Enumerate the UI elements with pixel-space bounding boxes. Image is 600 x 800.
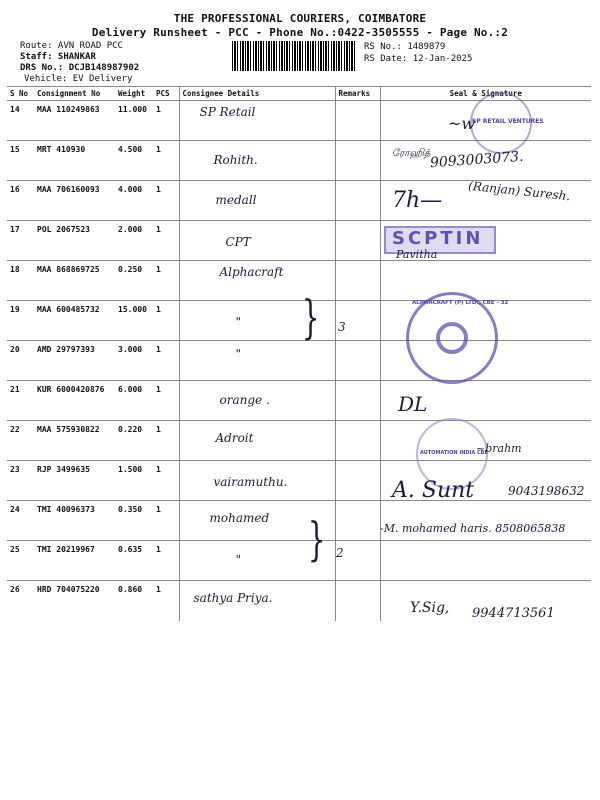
consignee-cell [179, 101, 335, 141]
weight-cell: 3.000 [115, 341, 153, 381]
consignment-cell: MAA 575930822 [34, 421, 115, 461]
consignee-handwriting: " [235, 315, 242, 329]
remarks-cell [335, 581, 380, 621]
consignment-cell: MAA 868869725 [34, 261, 115, 301]
sno-cell: 24 [7, 501, 34, 541]
col-consignee: Consignee Details [179, 87, 335, 101]
consignee-handwriting: " [235, 553, 242, 567]
remarks-cell [335, 501, 380, 541]
pcs-cell: 1 [153, 341, 179, 381]
pcs-cell: 1 [153, 261, 179, 301]
runsheet-title: Delivery Runsheet - PCC - Phone No.:0422-3505555 - Page No.:2 [91, 26, 509, 39]
sno-cell: 23 [7, 461, 34, 501]
consignee-handwriting: CPT [225, 235, 251, 249]
consignee-handwriting: sathya Priya. [193, 591, 273, 605]
table-row [7, 261, 591, 301]
weight-cell: 1.500 [115, 461, 153, 501]
table-row [7, 221, 591, 261]
group-brace-19-20: } [301, 290, 320, 344]
sno-cell: 25 [7, 541, 34, 581]
weight-cell: 11.000 [115, 101, 153, 141]
sno-cell: 16 [7, 181, 34, 221]
table-row [7, 541, 591, 581]
weight-cell: 0.350 [115, 501, 153, 541]
alphacraft-stamp-text: ALPHACRAFT (P) LTD., CBE - 32 [412, 300, 509, 306]
consignment-cell: RJP 3499635 [34, 461, 115, 501]
sno-cell: 20 [7, 341, 34, 381]
remarks-cell [335, 261, 380, 301]
sno-cell: 15 [7, 141, 34, 181]
signature-24: -M. mohamed haris. 8508065838 [380, 522, 566, 535]
pcs-cell: 1 [153, 461, 179, 501]
consignee-cell [179, 461, 335, 501]
signature-26-phone: 9944713561 [472, 606, 555, 621]
consignee-handwriting: medall [215, 193, 257, 207]
col-consignment: Consignment No [34, 87, 115, 101]
remarks-cell [335, 181, 380, 221]
col-seal: Seal & Signature [380, 87, 591, 101]
pcs-cell: 1 [153, 541, 179, 581]
route-label: Route: AVN ROAD PCC [20, 41, 123, 51]
consignment-cell: AMD 29797393 [34, 341, 115, 381]
sno-cell: 18 [7, 261, 34, 301]
alphacraft-logo-icon [436, 322, 468, 354]
weight-cell: 2.000 [115, 221, 153, 261]
sno-cell: 14 [7, 101, 34, 141]
consignment-cell: MRT 410930 [34, 141, 115, 181]
remarks-cell [335, 461, 380, 501]
weight-cell: 0.635 [115, 541, 153, 581]
signature-15-tamil: ரோஹித் [392, 148, 431, 159]
table-row [7, 301, 591, 341]
staff-label: Staff: SHANKAR [20, 52, 96, 62]
barcode [232, 41, 356, 71]
sno-cell: 26 [10, 585, 20, 594]
consignee-cell [179, 341, 335, 381]
cpt-stamp-text: SCPTIN [392, 228, 484, 249]
pcs-cell: 1 [153, 501, 179, 541]
consignment-cell: KUR 6000420876 [34, 381, 115, 421]
signature-23-mark: A. Sunt [392, 478, 475, 503]
signature-26-mark: Y.Sig, [410, 600, 450, 616]
pcs-cell: 1 [153, 141, 179, 181]
remarks-cell [335, 421, 380, 461]
consignment-cell: POL 2067523 [34, 221, 115, 261]
weight-cell: 0.220 [115, 421, 153, 461]
consignee-handwriting: mohamed [209, 511, 270, 525]
consignee-handwriting: " [235, 347, 242, 361]
signature-17-name: Pavitha [396, 248, 438, 261]
drs-number: DRS No.: DCJB148987902 [20, 63, 140, 73]
company-title: THE PROFESSIONAL COURIERS, COIMBATORE [173, 12, 427, 25]
signature-14: ~w [448, 114, 476, 133]
pcs-cell: 1 [153, 381, 179, 421]
weight-cell: 15.000 [115, 301, 153, 341]
seal-cell [380, 541, 591, 581]
consignment-cell: TMI 40096373 [34, 501, 115, 541]
sp-retail-stamp-text: SP RETAIL VENTURES [472, 118, 544, 125]
weight-cell: 4.000 [115, 181, 153, 221]
weight-cell: 0.860 [118, 585, 143, 594]
consignee-cell [179, 181, 335, 221]
consignee-handwriting: vairamuthu. [213, 475, 288, 489]
weight-cell: 4.500 [115, 141, 153, 181]
seal-cell [380, 261, 591, 301]
rs-date: RS Date: 12-Jan-2025 [364, 54, 473, 64]
signature-22: ~brahm [476, 442, 522, 455]
table-row [7, 381, 591, 421]
sno-cell: 19 [7, 301, 34, 341]
weight-cell: 6.000 [115, 381, 153, 421]
sno-cell: 21 [7, 381, 34, 421]
consignment-cell: MAA 600485732 [34, 301, 115, 341]
group-brace-24-25: } [307, 512, 326, 566]
sno-cell: 17 [7, 221, 34, 261]
sno-cell: 22 [7, 421, 34, 461]
consignee-cell [179, 221, 335, 261]
col-sno: S No [7, 87, 34, 101]
group-count-19-20: 3 [338, 320, 346, 334]
runsheet-table [7, 86, 591, 621]
rs-number: RS No.: 1489879 [364, 42, 446, 52]
remarks-cell [335, 141, 380, 181]
signature-21: DL [398, 392, 428, 416]
pcs-cell: 1 [153, 301, 179, 341]
consignment-cell: HRD 704075220 [37, 585, 100, 594]
pcs-cell: 1 [153, 221, 179, 261]
consignee-cell [179, 381, 335, 421]
signature-15-phone: 9093003073. [429, 148, 524, 172]
table-row [7, 461, 591, 501]
consignee-handwriting: Alphacraft [219, 265, 284, 279]
consignment-cell: MAA 110249863 [34, 101, 115, 141]
signature-23-phone: 9043198632 [508, 484, 585, 498]
pcs-cell: 1 [153, 421, 179, 461]
col-weight: Weight [115, 87, 153, 101]
consignee-handwriting: orange . [219, 393, 270, 407]
pcs-cell: 1 [153, 181, 179, 221]
group-count-24-25: 2 [336, 546, 344, 560]
remarks-cell [335, 381, 380, 421]
consignee-handwriting: Rohith. [213, 153, 258, 167]
remarks-cell [335, 221, 380, 261]
consignee-cell [179, 141, 335, 181]
pcs-cell: 1 [156, 585, 161, 594]
consignee-cell [179, 421, 335, 461]
consignment-cell: TMI 20219967 [34, 541, 115, 581]
consignee-handwriting: SP Retail [199, 105, 256, 119]
remarks-cell [335, 341, 380, 381]
signature-16-mark: 7h— [392, 188, 443, 213]
signature-16-name: (Ranjan) Suresh. [467, 178, 571, 204]
consignment-cell: MAA 706160093 [34, 181, 115, 221]
consignee-handwriting: Adroit [215, 431, 254, 445]
table-row [7, 341, 591, 381]
consignee-cell [179, 581, 335, 621]
weight-cell: 0.250 [115, 261, 153, 301]
vehicle-label: Vehicle: EV Delivery [24, 74, 133, 84]
col-remarks: Remarks [335, 87, 380, 101]
pcs-cell: 1 [153, 101, 179, 141]
remarks-cell [335, 101, 380, 141]
col-pcs: PCS [153, 87, 179, 101]
automation-india-stamp-text: AUTOMATION INDIA CBE [420, 450, 488, 456]
